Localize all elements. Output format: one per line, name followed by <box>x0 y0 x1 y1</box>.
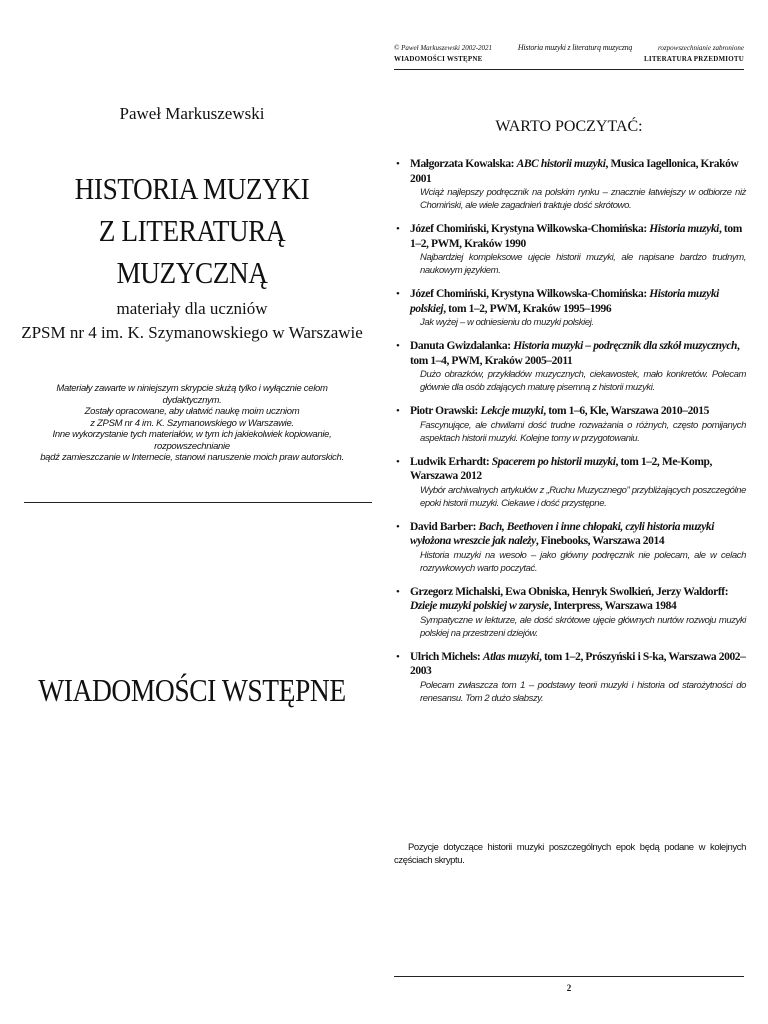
reading-list-item <box>394 157 746 212</box>
reading-list-heading: WARTO POCZYTAĆ: <box>495 118 643 135</box>
book-citation <box>410 456 712 483</box>
reading-list <box>394 157 746 705</box>
book-comment: Polecam zwłaszcza tom 1 – podstawy teorii muzyki i historia od starożytności do renesansu. Tom 2 dużo słabszy. <box>420 679 746 704</box>
book-title: Atlas muzyki <box>482 650 540 663</box>
book-authors: Danuta Gwizdalanka: <box>410 340 514 352</box>
main-title-line-2: Z LITERATURĄ MUZYCZNĄ <box>98 213 286 290</box>
main-title <box>23 168 361 294</box>
reading-list-item <box>394 287 746 329</box>
book-authors: Ludwik Erhardt: <box>410 455 492 468</box>
bullet-icon: • <box>396 223 400 235</box>
right-page <box>384 0 768 1024</box>
book-citation <box>410 288 719 315</box>
book-authors: Małgorzata Kowalska: <box>410 158 517 170</box>
book-publication: , tom 1–2, Prószyński i S-ka, Warszawa 2002–2003 <box>410 650 746 677</box>
book-title: Historia muzyki polskiej <box>410 288 719 315</box>
subtitle-line-1: materiały dla uczniów <box>116 299 268 318</box>
book-title: Bach, Beethoven i inne chłopaki, czyli historia muzyki wyłożona wreszcie jak należy <box>410 520 715 547</box>
book-citation <box>410 405 709 417</box>
header-subject: LITERATURA PRZEDMIOTU <box>644 55 744 63</box>
disclaimer-line: Inne wykorzystanie tych materiałów, w tym ich jakiekolwiek kopiowanie, rozpowszechnianie <box>52 429 332 452</box>
bullet-icon: • <box>396 455 400 468</box>
bullet-icon: • <box>396 340 400 352</box>
page-number: 2 <box>566 983 572 993</box>
bullet-icon: • <box>396 405 400 417</box>
header-rights: rozpowszechnianie zabronione <box>657 44 744 52</box>
main-title-line-1: HISTORIA MUZYKI <box>74 171 310 206</box>
book-authors: Piotr Orawski: <box>410 405 481 417</box>
book-title: ABC historii muzyki <box>516 158 606 170</box>
reading-list-item <box>394 650 746 705</box>
book-title: Historia muzyki <box>649 223 719 235</box>
book-comment: Historia muzyki na wesoło – jako główny podręcznik nie polecam, ale w celach rozrywkowych warto poczytać. <box>420 549 746 574</box>
book-citation <box>410 521 714 548</box>
bullet-icon: • <box>396 650 400 663</box>
running-header <box>394 43 744 63</box>
book-publication: , tom 1–2, Me-Komp, Warszawa 2012 <box>410 455 713 482</box>
book-publication: , tom 1–4, PWM, Kraków 2005–2011 <box>410 340 740 367</box>
bullet-icon: • <box>396 288 400 300</box>
book-citation <box>410 158 738 185</box>
book-publication: , tom 1–2, PWM, Kraków 1990 <box>410 223 742 250</box>
header-copyright: © Paweł Markuszewski 2002-2021 <box>394 44 493 52</box>
section-title: WIADOMOŚCI WSTĘPNE <box>38 672 346 708</box>
disclaimer-line: z ZPSM nr 4 im. K. Szymanowskiego w Warszawie. <box>90 417 294 429</box>
book-comment: Dużo obrazków, przykładów muzycznych, ciekawostek, mało konkretów. Polecam głównie dla osób zdających maturę pisemną z historii muzyki. <box>420 369 746 393</box>
book-authors: Grzegorz Michalski, Ewa Obniska, Henryk Swolkień, Jerzy Waldorff: <box>410 585 729 598</box>
book-citation <box>410 340 740 367</box>
book-authors: Józef Chomiński, Krystyna Wilkowska-Chomińska: <box>410 223 650 235</box>
book-comment: Wybór archiwalnych artykułów z „Ruchu Muzycznego” przybliżających poszczególne epoki historii muzyki. Ciekawe i dość przystępne. <box>420 484 746 509</box>
divider-rule <box>24 502 372 503</box>
book-authors: David Barber: <box>410 520 479 533</box>
disclaimer-line: bądź zamieszczanie w Internecie, stanowi naruszenie moich praw autorskich. <box>40 452 344 463</box>
footer-rule <box>394 976 744 977</box>
book-publication: , tom 1–2, PWM, Kraków 1995–1996 <box>443 302 612 315</box>
reading-list-item <box>394 404 746 445</box>
book-citation <box>410 586 728 613</box>
book-comment: Wciąż najlepszy podręcznik na polskim rynku – znacznie łatwiejszy w odbiorze niż Chomiński, ale wiele zagadnień traktuje dość skrótowo. <box>420 187 746 211</box>
reading-list-item <box>394 455 746 510</box>
subtitle <box>0 297 384 345</box>
book-publication: , Interpress, Warszawa 1984 <box>548 600 677 612</box>
reading-list-item <box>394 222 746 277</box>
book-authors: Ulrich Michels: <box>410 650 483 663</box>
book-publication: , Finebooks, Warszawa 2014 <box>535 535 665 547</box>
book-comment: Jak wyżej – w odniesieniu do muzyki polskiej. <box>420 317 594 328</box>
book-title: Historia muzyki – podręcznik dla szkół muzycznych <box>513 340 738 352</box>
book-comment: Sympatyczne w lekturze, ale dość skrótowe ujęcie głównych nurtów rozwoju muzyki polskiej na przestrzeni dziejów. <box>420 614 746 639</box>
bullet-icon: • <box>396 520 400 533</box>
reading-list-item <box>394 585 746 640</box>
author-name: Paweł Markuszewski <box>119 104 265 123</box>
disclaimer-line: Materiały zawarte w niniejszym skrypcie służą tylko i wyłącznie celom dydaktycznym. <box>56 383 328 406</box>
subtitle-line-2: ZPSM nr 4 im. K. Szymanowskiego w Warszawie <box>21 323 363 342</box>
header-running-title: Historia muzyki z literaturą muzyczną <box>517 43 633 52</box>
book-publication: , Musica Iagellonica, Kraków 2001 <box>410 158 739 185</box>
book-comment: Fascynujące, ale chwilami dość trudne rozważania o różnych, często pomijanych aspektach historii muzyki. Kolejne tomy w przygotowaniu. <box>420 419 746 444</box>
book-title: Spacerem po historii muzyki <box>491 455 616 468</box>
book-publication: , tom 1–6, Kle, Warszawa 2010–2015 <box>543 405 709 417</box>
closing-note: Pozycje dotyczące historii muzyki poszczególnych epok będą podane w kolejnych częściach skryptu. <box>394 842 746 866</box>
reading-list-item <box>394 520 746 575</box>
disclaimer-line: Zostały opracowane, aby ułatwić naukę moim uczniom <box>84 406 300 417</box>
header-rule <box>394 69 744 70</box>
bullet-icon: • <box>396 585 400 598</box>
bullet-icon: • <box>396 158 400 170</box>
copyright-disclaimer <box>36 383 348 464</box>
header-section: WIADOMOŚCI WSTĘPNE <box>394 55 483 63</box>
book-comment: Najbardziej kompleksowe ujęcie historii muzyki, ale napisane bardzo trudnym, naukowym językiem. <box>420 252 746 276</box>
book-authors: Józef Chomiński, Krystyna Wilkowska-Chomińska: <box>410 288 650 300</box>
book-title: Dzieje muzyki polskiej w zarysie <box>410 600 549 612</box>
reading-list-item <box>394 339 746 394</box>
book-citation <box>410 651 746 678</box>
book-title: Lekcje muzyki <box>480 405 544 417</box>
book-citation <box>410 223 742 250</box>
